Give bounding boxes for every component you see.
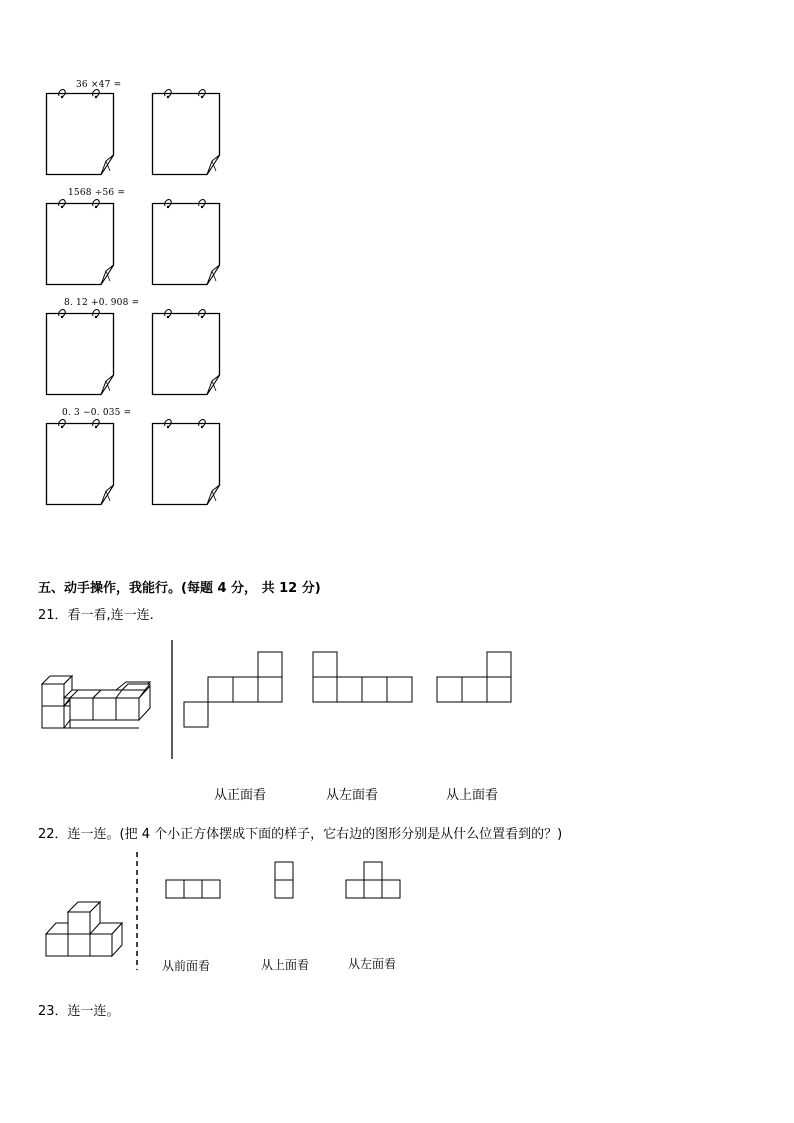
q21-label-front[interactable]: 从正面看 (214, 788, 267, 803)
calc-expression-3: 8. 12 +0. 908 = (64, 298, 140, 308)
q22-text: 22．连一连。(把 4 个小正方体摆成下面的样子，它右边的图形分别是从什么位置看到的？) (38, 827, 563, 842)
q22-view-shape-1 (166, 880, 220, 898)
calc-expression-4: 0. 3 −0. 035 = (62, 408, 132, 418)
q22-view-shape-2 (275, 862, 293, 898)
q22-label-top[interactable]: 从上面看 (261, 958, 310, 972)
q21-label-left[interactable]: 从左面看 (326, 788, 379, 803)
q21-label-top[interactable]: 从上面看 (446, 788, 499, 803)
calc-expression-1: 36 ×47 = (76, 80, 122, 90)
q23-text: 23．连一连。 (38, 1004, 120, 1019)
q22-view-shape-3 (346, 862, 400, 898)
calc-expression-2: 1568 ÷56 = (68, 188, 126, 198)
q22-cube-stack (46, 902, 122, 956)
q22-label-front[interactable]: 从前面看 (162, 959, 211, 973)
q21-text: 21．看一看,连一连. (38, 608, 154, 623)
q22-label-left[interactable]: 从左面看 (348, 957, 397, 971)
section-5-title: 五、动手操作，我能行。(每题 4 分， 共 12 分) (38, 581, 321, 596)
